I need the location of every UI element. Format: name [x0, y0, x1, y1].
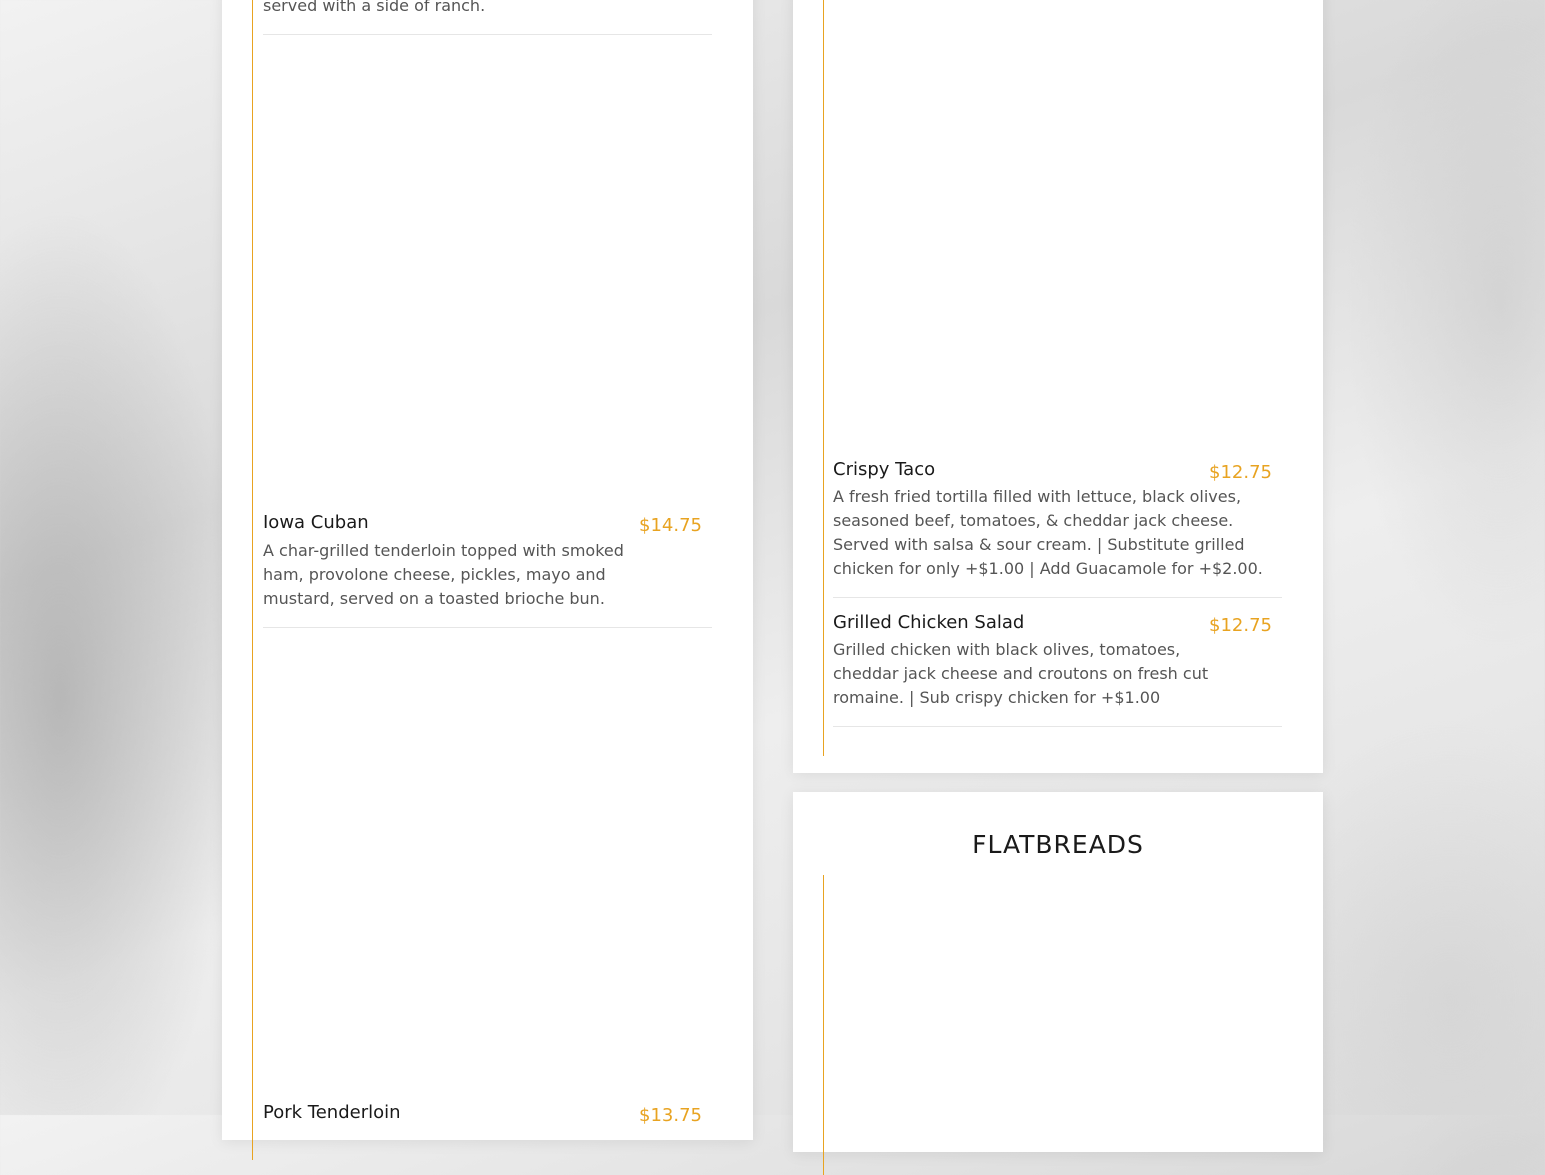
item-price: $12.75 — [1209, 462, 1272, 483]
accent-line — [252, 0, 253, 1160]
item-name: Pork Tenderloin — [263, 1102, 401, 1123]
menu-card-flatbreads — [793, 792, 1323, 1152]
item-name: Iowa Cuban — [263, 512, 369, 533]
item-description: A char-grilled tenderloin topped with smoked ham, provolone cheese, pickles, mayo and mustard, served on a toasted brioche bun. — [263, 541, 624, 608]
item-divider — [833, 726, 1282, 727]
item-price: $12.75 — [1209, 615, 1272, 636]
menu-card-right — [793, 0, 1323, 773]
item-divider — [263, 627, 712, 628]
item-description: Grilled chicken with black olives, tomatoes, cheddar jack cheese and croutons on fresh cut romaine. | Sub crispy chicken for +$1.00 — [833, 640, 1209, 707]
menu-card-left — [222, 0, 753, 1140]
item-price: $14.75 — [639, 515, 702, 536]
item-description-fragment: served with a side of ranch. — [263, 0, 486, 15]
item-divider — [833, 597, 1282, 598]
item-price: $13.75 — [639, 1105, 702, 1126]
accent-line — [823, 0, 824, 756]
item-divider — [263, 34, 712, 35]
item-name: Grilled Chicken Salad — [833, 612, 1025, 633]
section-title: FLATBREADS — [972, 830, 1144, 859]
item-description: A fresh fried tortilla filled with lettuce, black olives, seasoned beef, tomatoes, & cheddar jack cheese. Served with salsa & sour cream. | Substitute grilled chicken for only +$1.00 | Add Guacamole for +$2.00. — [833, 487, 1263, 578]
accent-line — [823, 875, 824, 1175]
item-name: Crispy Taco — [833, 459, 936, 480]
